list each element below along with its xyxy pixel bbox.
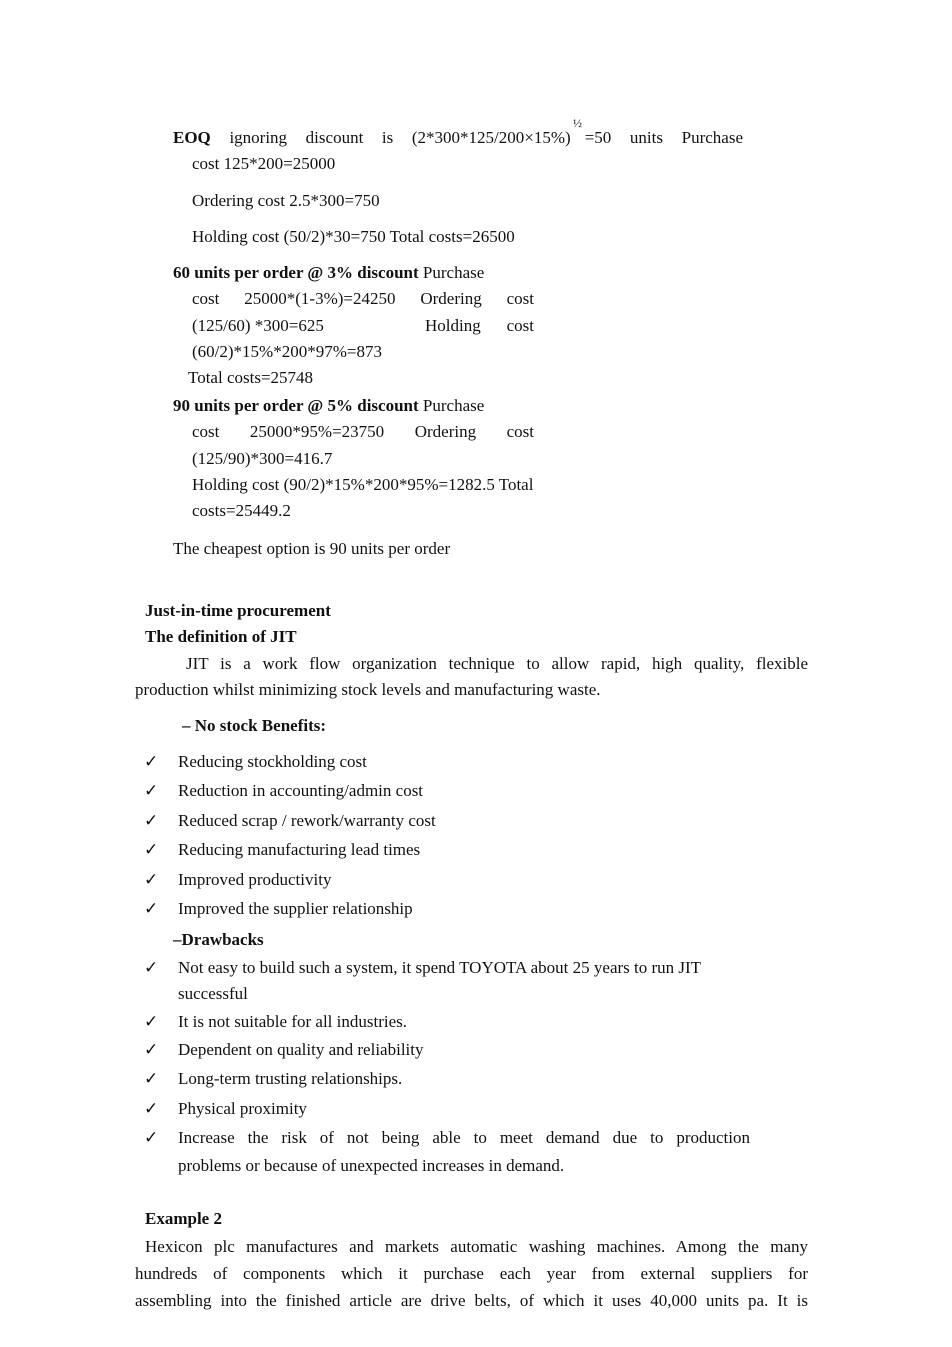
opt90-heading-bold: 90 units per order @ 5% discount [173,396,419,415]
opt90-line-5: costs=25449.2 [192,501,291,520]
opt90-heading [173,396,484,416]
conclusion: The cheapest option is 90 units per order [173,539,451,558]
benefit-item: Reduced scrap / rework/warranty cost [178,811,436,830]
benefit-item: Improved the supplier relationship [178,899,413,918]
check-icon: ✓ [144,899,159,918]
eoq-ordering-cost: Ordering cost 2.5*300=750 [192,191,380,210]
opt90-line-2: cost 25000*95%=23750 Ordering cost [192,422,534,441]
check-icon: ✓ [144,811,159,830]
drawbacks-heading: –Drawbacks [173,930,264,949]
check-icon: ✓ [144,870,159,889]
opt60-line-3a: (125/60) *300=625 [192,316,324,335]
jit-definition-line-1: JIT is a work flow organization technique to allow rapid, high quality, flexible [186,654,808,673]
opt60-line-3b: Holding cost [425,316,534,335]
drawback-item: Physical proximity [178,1099,307,1118]
benefit-item: Improved productivity [178,870,332,889]
eoq-line-2: cost 125*200=25000 [192,154,336,173]
jit-heading: Just-in-time procurement [145,601,331,620]
check-icon: ✓ [144,958,159,977]
opt60-line-2: cost 25000*(1-3%)=24250 Ordering cost [192,289,534,308]
jit-definition-heading: The definition of JIT [145,627,297,646]
opt90-heading-rest: Purchase [422,396,485,415]
eoq-exponent: ½ [573,116,582,130]
eoq-line-1 [173,128,743,148]
example2-line-3: assembling into the finished article are drive belts, of which it uses 40,000 units pa. It is [135,1291,808,1310]
check-icon: ✓ [144,1040,159,1059]
example2-heading: Example 2 [145,1209,222,1228]
opt60-line-4: (60/2)*15%*200*97%=873 [192,342,382,361]
check-icon: ✓ [144,1099,159,1118]
drawback-item: Long-term trusting relationships. [178,1069,403,1088]
benefits-heading: – No stock Benefits: [182,716,327,735]
check-icon: ✓ [144,1012,159,1031]
opt90-line-4: Holding cost (90/2)*15%*200*95%=1282.5 Total [192,475,534,494]
eoq-result: =50 units Purchase [584,128,743,147]
drawback-item: Not easy to build such a system, it spend TOYOTA about 25 years to run JIT [178,958,702,977]
example2-line-2: hundreds of components which it purchase each year from external suppliers for [135,1264,808,1283]
drawback-item: It is not suitable for all industries. [178,1012,407,1031]
opt60-heading-rest: Purchase [422,263,485,282]
drawback-item: Increase the risk of not being able to meet demand due to production [178,1128,750,1147]
opt60-heading-bold: 60 units per order @ 3% discount [173,263,419,282]
check-icon: ✓ [144,752,159,771]
jit-definition-line-2: production whilst minimizing stock levels and manufacturing waste. [135,680,601,699]
drawback-item: Dependent on quality and reliability [178,1040,424,1059]
check-icon: ✓ [144,840,159,859]
benefit-item: Reducing stockholding cost [178,752,367,771]
eoq-formula: ignoring discount is (2*300*125/200×15%) [229,128,571,147]
benefit-item: Reduction in accounting/admin cost [178,781,424,800]
eoq-label: EOQ [173,128,211,147]
benefit-item: Reducing manufacturing lead times [178,840,421,859]
opt90-line-3: (125/90)*300=416.7 [192,449,333,468]
check-icon: ✓ [144,781,159,800]
check-icon: ✓ [144,1128,159,1147]
opt60-total: Total costs=25748 [188,368,314,387]
opt60-heading [173,263,484,283]
eoq-holding-cost: Holding cost (50/2)*30=750 Total costs=26500 [192,227,515,246]
drawback-item-continued: problems or because of unexpected increases in demand. [178,1156,565,1175]
check-icon: ✓ [144,1069,159,1088]
drawback-item-continued: successful [178,984,248,1003]
example2-line-1: Hexicon plc manufactures and markets automatic washing machines. Among the many [145,1237,808,1256]
